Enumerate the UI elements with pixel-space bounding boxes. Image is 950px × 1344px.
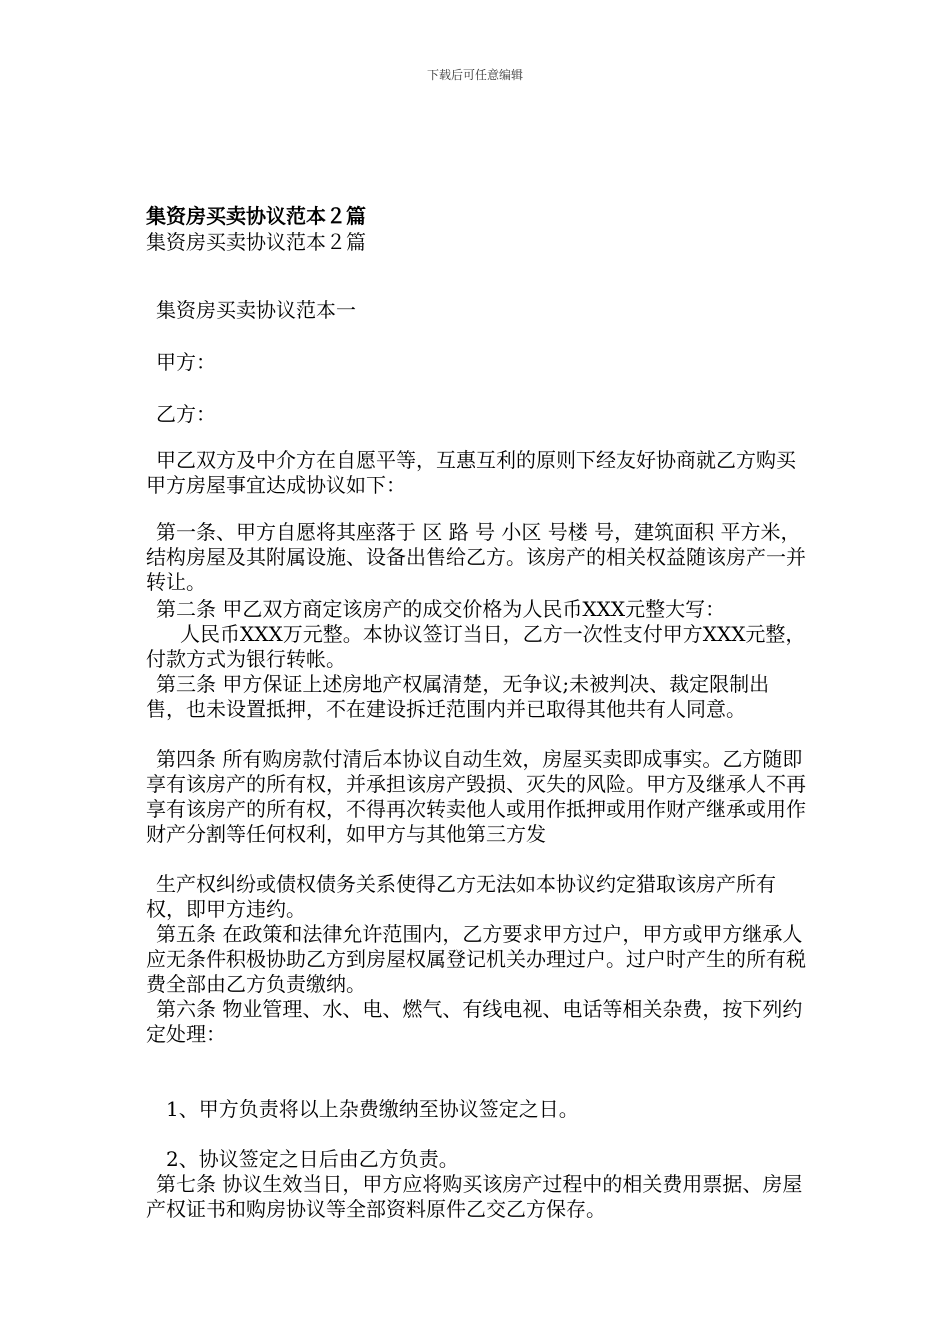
document-subtitle: 集资房买卖协议范本２篇	[146, 230, 366, 254]
section-heading: 集资房买卖协议范本一	[156, 298, 356, 322]
article-5: 第五条 在政策和法律允许范围内，乙方要求甲方过户，甲方或甲方继承人应无条件积极协助乙方到房屋权属登记机关办理过户。过户时产生的所有税费全部由乙方负责缴纳。	[146, 922, 806, 996]
party-b-label: 乙方：	[156, 402, 216, 426]
article-4: 第四条 所有购房款付清后本协议自动生效，房屋买卖即成事实。乙方随即享有该房产的所有权，并承担该房产毁损、灭失的风险。甲方及继承人不再享有该房产的所有权，不得再次转卖他人或用作抵押或用作财产继承或用作财产分割等任何权利，如甲方与其他第三方发	[146, 747, 806, 846]
article-7: 第七条 协议生效当日，甲方应将购买该房产过程中的相关费用票据、房屋产权证书和购房协议等全部资料原件乙交乙方保存。	[146, 1172, 803, 1221]
article-4-continued: 生产权纠纷或债权债务关系使得乙方无法如本协议约定猎取该房产所有权，即甲方违约。	[146, 872, 776, 921]
page-header-note: 下载后可任意编辑	[426, 68, 523, 82]
article-3: 第三条 甲方保证上述房地产权属清楚，无争议;未被判决、裁定限制出售，也未设置抵押，不在建设拆迁范围内并已取得其他共有人同意。	[146, 672, 770, 721]
article-6: 第六条 物业管理、水、电、燃气、有线电视、电话等相关杂费，按下列约定处理：	[146, 997, 803, 1046]
document-title: 集资房买卖协议范本２篇	[146, 204, 366, 228]
list-item-2: 2、协议签定之日后由乙方负责。	[166, 1147, 459, 1171]
article-2-line-2: 人民币XXX万元整。本协议签订当日，乙方一次性支付甲方XXX元整，付款方式为银行转帐。	[146, 622, 806, 671]
article-2-line-1: 第二条 甲乙双方商定该房产的成交价格为人民币XXX元整大写：	[156, 597, 726, 621]
intro-paragraph: 甲乙双方及中介方在自愿平等，互惠互利的原则下经友好协商就乙方购买甲方房屋事宜达成协议如下：	[146, 448, 796, 497]
list-item-1: 1、甲方负责将以上杂费缴纳至协议签定之日。	[166, 1097, 579, 1121]
party-a-label: 甲方：	[156, 350, 216, 374]
article-1: 第一条、甲方自愿将其座落于 区 路 号 小区 号楼 号，建筑面积 平方米， 结构房屋及其附属设施、设备出售给乙方。该房产的相关权益随该房产一并转让。	[146, 520, 806, 594]
